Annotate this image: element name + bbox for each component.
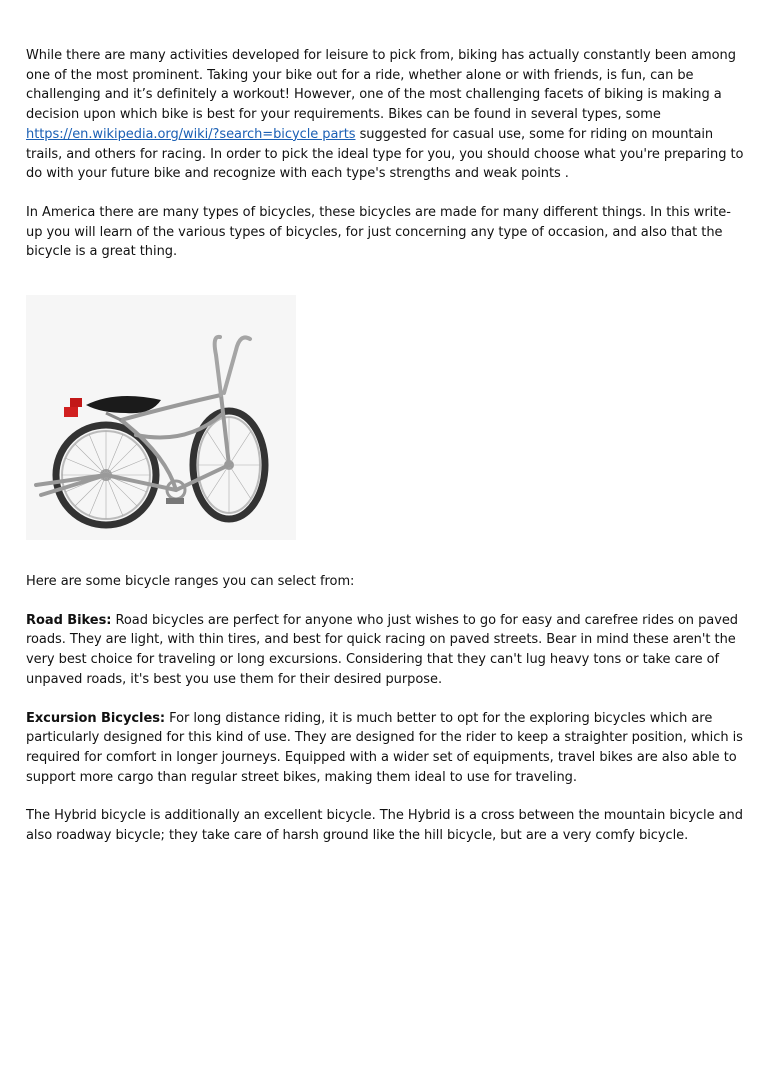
excursion-bicycles-heading: Excursion Bicycles: [26,710,166,726]
banana-seat [86,396,161,420]
intro-text-after: suggested for casual use, some for riding on mountain trails, and others for racing. In order to pick the ideal type for you, you should choose what you're preparing to do with your future bike and recognize with each type's strengths and weak points . [26,126,744,182]
road-bikes-text: Road bicycles are perfect for anyone who just wishes to go for easy and carefree rides on paved roads. They are light, with thin tires, and best for quick racing on paved streets. Bear in mind these aren't the very best choice for traveling or long excursions. Considering that they can't lug heavy tons or take care of unpaved roads, it's best you use them for their desired purpose. [26,612,738,687]
road-bikes-paragraph [26,611,744,690]
intro-text-before: While there are many activities developed for leisure to pick from, biking has actually constantly been among one of the most prominent. Taking your bike out for a ride, whether alone or with friends, is fun, can be challenging and it’s definitely a workout! However, one of the most challenging facets of biking is making a decision upon which bike is best for your requirements. Bikes can be found in several types, some [26,48,736,123]
america-bicycles-paragraph: In America there are many types of bicycles, these bicycles are made for many different things. In this write-up you will learn of the various types of bicycles, for just concerning any type of occasion, and also that the bicycle is a great thing. [26,204,731,260]
bicycle-illustration [26,295,296,540]
article-body [26,46,744,846]
hybrid-bicycle-paragraph: The Hybrid bicycle is additionally an excellent bicycle. The Hybrid is a cross between the mountain bicycle and also roadway bicycle; they take care of harsh ground like the hill bicycle, but are a very comfy bicycle. [26,808,743,844]
lowrider-bicycle-image [26,295,296,540]
red-reflector [64,398,82,417]
road-bikes-heading: Road Bikes: [26,612,112,628]
intro-paragraph [26,46,744,184]
excursion-bicycles-paragraph [26,709,744,788]
excursion-bicycles-text: For long distance riding, it is much better to opt for the exploring bicycles which are particularly designed for this kind of use. They are designed for the rider to keep a straighter position, which is required for comfort in longer journeys. Equipped with a wider set of equipments, travel bikes are also able to support more cargo than regular street bikes, making them ideal to use for traveling. [26,710,743,785]
wikipedia-bicycle-parts-link[interactable]: https://en.wikipedia.org/wiki/?search=bicycle parts [26,126,356,142]
ranges-intro: Here are some bicycle ranges you can select from: [26,574,355,590]
ape-hanger-handlebars [215,337,250,395]
